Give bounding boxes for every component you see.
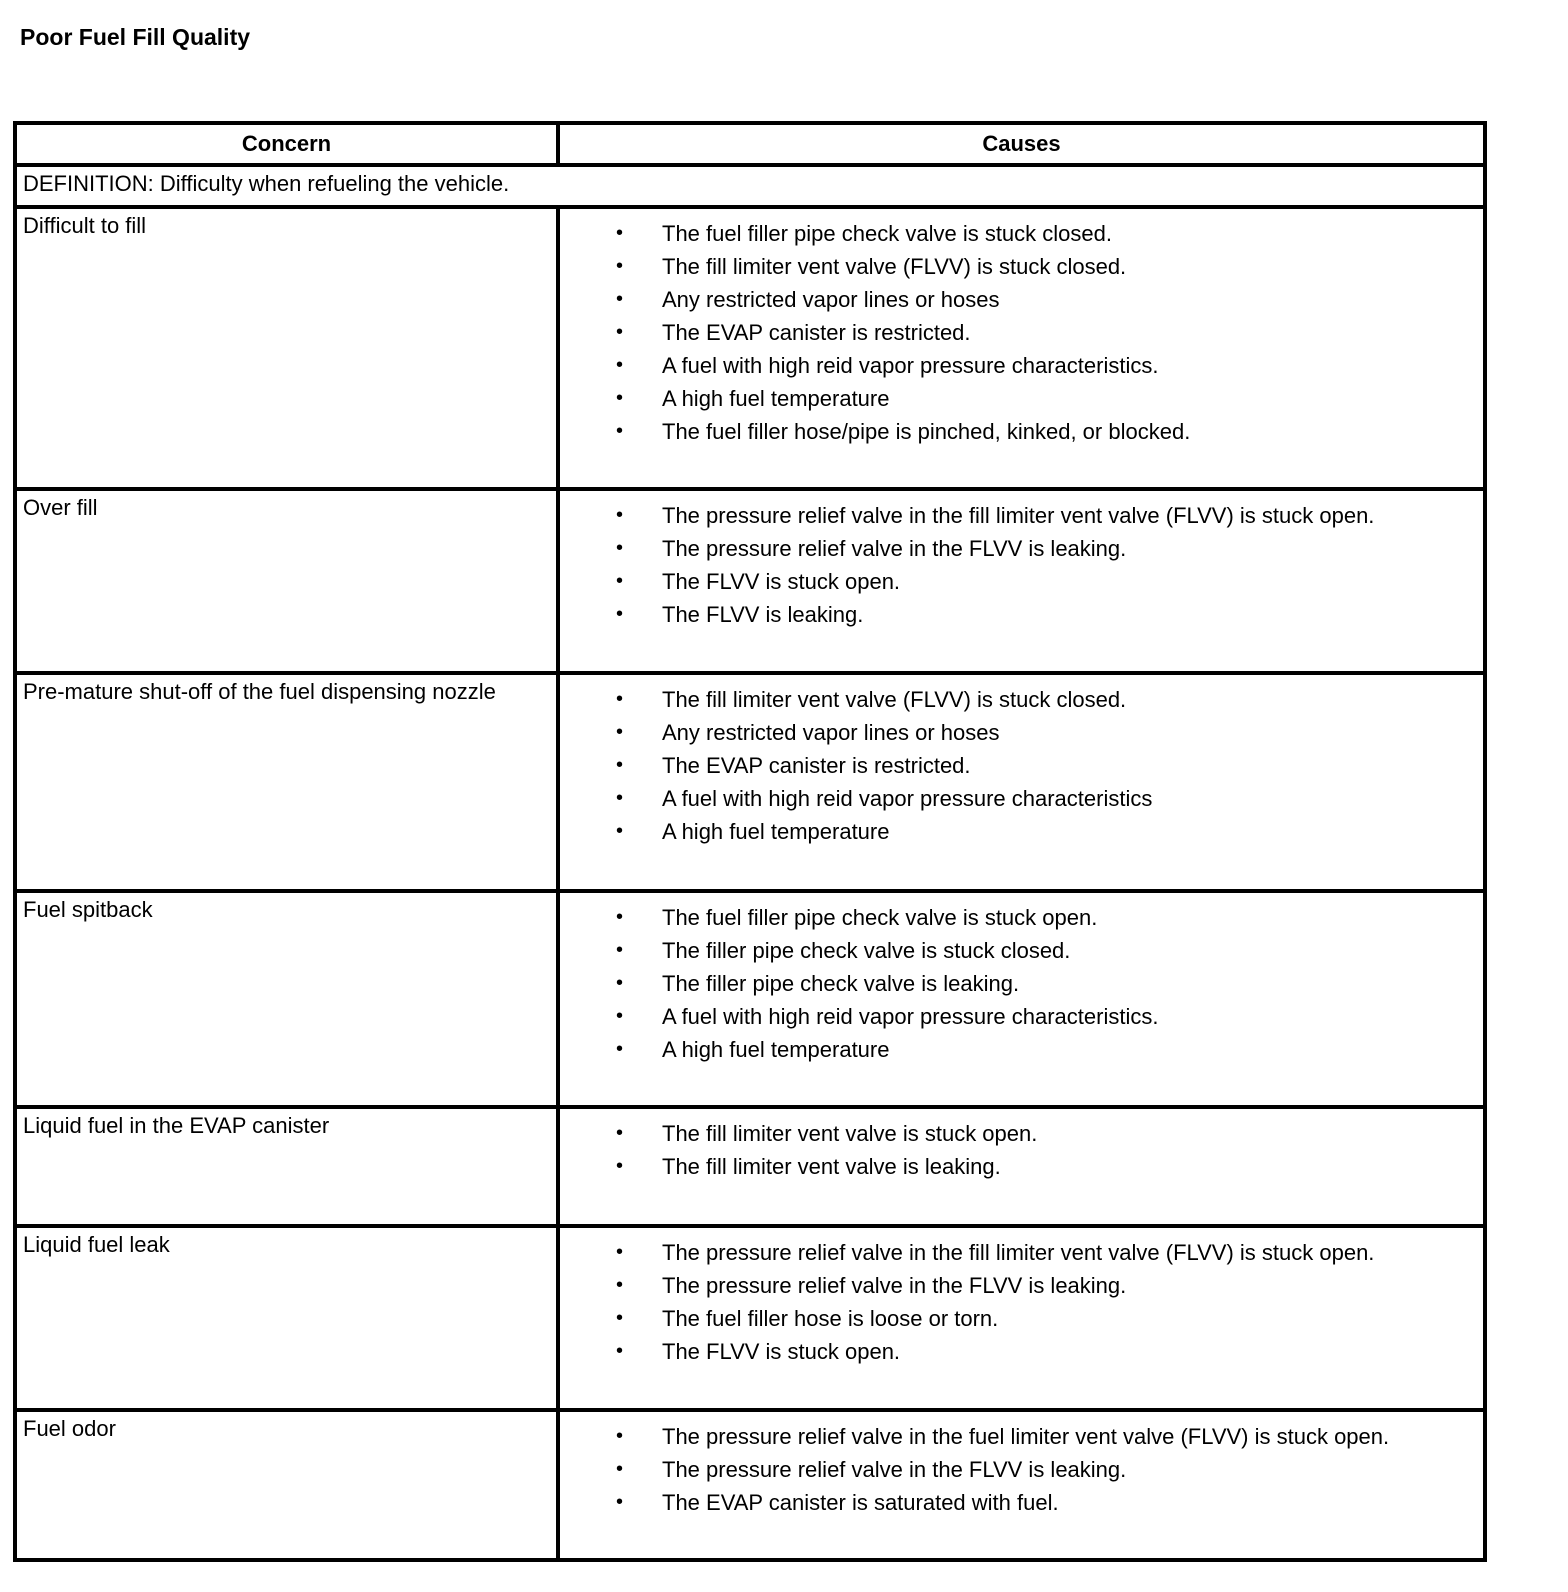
list-item	[560, 1453, 1483, 1486]
list-item	[560, 934, 1483, 967]
causes-list	[560, 901, 1483, 1066]
bullet-icon: •	[616, 570, 624, 592]
causes-list	[560, 217, 1483, 448]
cause-text: The pressure relief valve in the FLVV is leaking.	[662, 1273, 1127, 1298]
bullet-icon: •	[616, 387, 624, 409]
concern-cell: Fuel spitback	[15, 891, 558, 1107]
table-row	[15, 489, 1485, 673]
cause-text: The fill limiter vent valve (FLVV) is stuck closed.	[662, 254, 1127, 279]
cause-text: The FLVV is leaking.	[662, 602, 864, 627]
concern-cell: Over fill	[15, 489, 558, 673]
cause-text: The fuel filler pipe check valve is stuck closed.	[662, 221, 1112, 246]
table-row	[15, 1226, 1485, 1410]
cause-text: Any restricted vapor lines or hoses	[662, 720, 1000, 745]
causes-cell	[558, 489, 1485, 673]
list-item	[560, 1269, 1483, 1302]
bullet-icon: •	[616, 1307, 624, 1329]
bullet-icon: •	[616, 288, 624, 310]
list-item	[560, 1150, 1483, 1183]
cause-text: The EVAP canister is restricted.	[662, 320, 971, 345]
bullet-icon: •	[616, 1425, 624, 1447]
list-item	[560, 499, 1483, 532]
table-row	[15, 891, 1485, 1107]
concern-cell: Pre-mature shut-off of the fuel dispensing nozzle	[15, 673, 558, 891]
list-item	[560, 782, 1483, 815]
causes-cell	[558, 673, 1485, 891]
list-item	[560, 683, 1483, 716]
concern-cell: Difficult to fill	[15, 207, 558, 489]
bullet-icon: •	[616, 754, 624, 776]
cause-text: The EVAP canister is saturated with fuel.	[662, 1490, 1059, 1515]
bullet-icon: •	[616, 255, 624, 277]
concern-cell: Liquid fuel leak	[15, 1226, 558, 1410]
cause-text: A high fuel temperature	[662, 819, 890, 844]
causes-cell	[558, 1410, 1485, 1560]
causes-cell	[558, 1226, 1485, 1410]
list-item	[560, 598, 1483, 631]
bullet-icon: •	[616, 1122, 624, 1144]
causes-list	[560, 499, 1483, 631]
cause-text: The fill limiter vent valve (FLVV) is stuck closed.	[662, 687, 1127, 712]
list-item	[560, 716, 1483, 749]
cause-text: The pressure relief valve in the fill limiter vent valve (FLVV) is stuck open.	[662, 503, 1375, 528]
cause-text: A high fuel temperature	[662, 1037, 890, 1062]
list-item	[560, 316, 1483, 349]
bullet-icon: •	[616, 1155, 624, 1177]
cause-text: A high fuel temperature	[662, 386, 890, 411]
cause-text: Any restricted vapor lines or hoses	[662, 287, 1000, 312]
column-header-concern: Concern	[15, 123, 558, 165]
list-item	[560, 1420, 1483, 1453]
bullet-icon: •	[616, 1274, 624, 1296]
cause-text: The fill limiter vent valve is stuck open.	[662, 1121, 1038, 1146]
bullet-icon: •	[616, 354, 624, 376]
cause-text: The pressure relief valve in the FLVV is leaking.	[662, 536, 1127, 561]
list-item	[560, 1335, 1483, 1368]
cause-text: A fuel with high reid vapor pressure characteristics.	[662, 353, 1159, 378]
column-header-causes: Causes	[558, 123, 1485, 165]
table-row	[15, 1410, 1485, 1560]
list-item	[560, 532, 1483, 565]
bullet-icon: •	[616, 721, 624, 743]
list-item	[560, 901, 1483, 934]
cause-text: The pressure relief valve in the FLVV is leaking.	[662, 1457, 1127, 1482]
cause-text: The FLVV is stuck open.	[662, 1339, 901, 1364]
bullet-icon: •	[616, 222, 624, 244]
bullet-icon: •	[616, 787, 624, 809]
bullet-icon: •	[616, 420, 624, 442]
bullet-icon: •	[616, 1340, 624, 1362]
concern-cell: Liquid fuel in the EVAP canister	[15, 1107, 558, 1226]
cause-text: The fill limiter vent valve is leaking.	[662, 1154, 1001, 1179]
cause-text: A fuel with high reid vapor pressure characteristics	[662, 786, 1153, 811]
list-item	[560, 415, 1483, 448]
list-item	[560, 565, 1483, 598]
cause-text: The pressure relief valve in the fill limiter vent valve (FLVV) is stuck open.	[662, 1240, 1375, 1265]
bullet-icon: •	[616, 1005, 624, 1027]
bullet-icon: •	[616, 1241, 624, 1263]
cause-text: The pressure relief valve in the fuel limiter vent valve (FLVV) is stuck open.	[662, 1424, 1390, 1449]
table-row	[15, 207, 1485, 489]
definition-text: DEFINITION: Difficulty when refueling the vehicle.	[15, 165, 1485, 207]
causes-cell	[558, 1107, 1485, 1226]
cause-text: The filler pipe check valve is leaking.	[662, 971, 1020, 996]
list-item	[560, 1033, 1483, 1066]
bullet-icon: •	[616, 688, 624, 710]
table-row	[15, 1107, 1485, 1226]
cause-text: The EVAP canister is restricted.	[662, 753, 971, 778]
table-row	[15, 673, 1485, 891]
header-row	[15, 123, 1485, 165]
page-title: Poor Fuel Fill Quality	[20, 24, 251, 50]
cause-text: A fuel with high reid vapor pressure characteristics.	[662, 1004, 1159, 1029]
causes-cell	[558, 891, 1485, 1107]
list-item	[560, 1000, 1483, 1033]
cause-text: The fuel filler hose is loose or torn.	[662, 1306, 999, 1331]
bullet-icon: •	[616, 1038, 624, 1060]
bullet-icon: •	[616, 537, 624, 559]
bullet-icon: •	[616, 603, 624, 625]
bullet-icon: •	[616, 1458, 624, 1480]
list-item	[560, 967, 1483, 1000]
bullet-icon: •	[616, 504, 624, 526]
list-item	[560, 217, 1483, 250]
list-item	[560, 1236, 1483, 1269]
list-item	[560, 283, 1483, 316]
causes-cell	[558, 207, 1485, 489]
causes-list	[560, 683, 1483, 848]
list-item	[560, 1486, 1483, 1519]
list-item	[560, 1117, 1483, 1150]
list-item	[560, 815, 1483, 848]
bullet-icon: •	[616, 1491, 624, 1513]
bullet-icon: •	[616, 939, 624, 961]
cause-text: The fuel filler hose/pipe is pinched, kinked, or blocked.	[662, 419, 1191, 444]
cause-text: The fuel filler pipe check valve is stuck open.	[662, 905, 1098, 930]
bullet-icon: •	[616, 321, 624, 343]
bullet-icon: •	[616, 906, 624, 928]
list-item	[560, 1302, 1483, 1335]
diagnosis-table	[13, 121, 1487, 1562]
concern-cell: Fuel odor	[15, 1410, 558, 1560]
list-item	[560, 749, 1483, 782]
causes-list	[560, 1236, 1483, 1368]
cause-text: The FLVV is stuck open.	[662, 569, 901, 594]
causes-list	[560, 1420, 1483, 1519]
definition-row	[15, 165, 1485, 207]
list-item	[560, 349, 1483, 382]
causes-list	[560, 1117, 1483, 1183]
cause-text: The filler pipe check valve is stuck closed.	[662, 938, 1071, 963]
bullet-icon: •	[616, 820, 624, 842]
bullet-icon: •	[616, 972, 624, 994]
list-item	[560, 250, 1483, 283]
list-item	[560, 382, 1483, 415]
